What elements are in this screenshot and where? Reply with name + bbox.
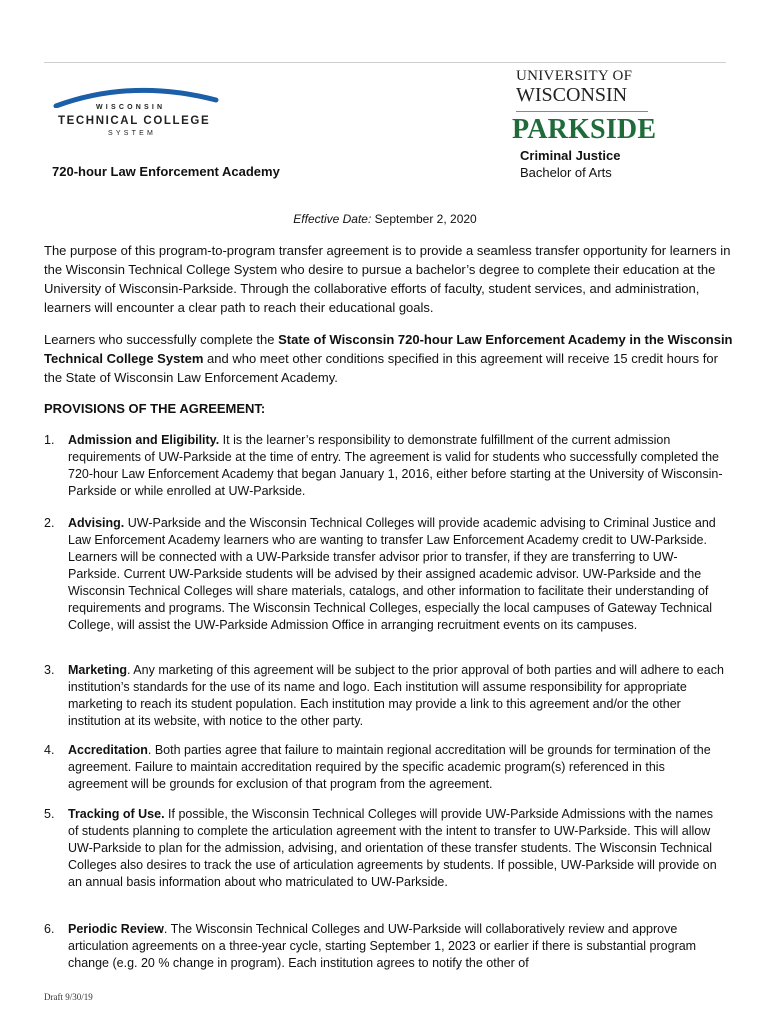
provision-number: 3. xyxy=(44,663,55,677)
provision-number: 6. xyxy=(44,922,55,936)
provision-body: . The Wisconsin Technical Colleges and UW-Parkside will collaboratively review and approve articulation agreements on a three-year cycle, starting September 1, 2023 or earlier if there is substantial program change (e.g. 20 % change in program). Each institution agrees to notify the other of xyxy=(68,922,697,970)
intro-paragraph-1: The purpose of this program-to-program transfer agreement is to provide a seamless transfer opportunity for learners in the Wisconsin Technical College System who desire to pursue a bachelor’s degree to complete their education at the University of Wisconsin-Parkside. Through the collaborative efforts of faculty, student services, and administration, learners will encounter a clear path to reach their educational goals. xyxy=(44,243,731,315)
draft-footer: Draft 9/30/19 xyxy=(44,992,93,1002)
top-divider xyxy=(44,62,726,63)
provision-number: 2. xyxy=(44,516,55,530)
effective-date xyxy=(0,212,770,226)
provision-title: Admission and Eligibility. xyxy=(68,433,220,447)
uwp-logo-parkside: PARKSIDE xyxy=(512,114,657,145)
provisions-heading: PROVISIONS OF THE AGREEMENT: xyxy=(44,401,266,416)
provision-number: 4. xyxy=(44,743,55,757)
effective-date-label: Effective Date: xyxy=(293,212,372,226)
degree-subtitle: Bachelor of Arts xyxy=(520,165,612,180)
provision-body: UW-Parkside and the Wisconsin Technical Colleges will provide academic advising to Criminal Justice and Law Enforcement Academy learners who are wanting to transfer Law Enforcement Academy credit to UW-Parkside. Learners will be connected with a UW-Parkside transfer advisor prior to transfer, if they are transferring to UW-Parkside. Current UW-Parkside students will be advised by their assigned academic advisor. UW-Parkside and the Wisconsin Technical Colleges will share materials, catalogs, and other information to facilitate their understanding of requirements and programs. The Wisconsin Technical Colleges, especially the local campuses of Gateway Technical College, will assist the UW-Parkside Admission Office in arranging recruitment events on its campuses. xyxy=(68,516,716,632)
provision-title: Periodic Review xyxy=(68,922,164,936)
uwp-logo-wisconsin: WISCONSIN xyxy=(516,84,628,106)
intro-paragraph-2 xyxy=(44,330,734,387)
degree-title: Criminal Justice xyxy=(520,148,621,163)
provision-title: Tracking of Use. xyxy=(68,807,165,821)
intro-p2-lead: Learners who successfully complete the xyxy=(44,332,279,347)
wtcs-logo-line3: SYSTEM xyxy=(108,130,156,137)
provision-text xyxy=(68,921,724,972)
wtcs-logo-line2: TECHNICAL COLLEGE xyxy=(58,115,211,127)
uwp-logo-university-of: UNIVERSITY OF xyxy=(516,68,633,84)
uw-parkside-logo xyxy=(512,68,662,148)
uwp-logo-rule xyxy=(516,111,648,112)
wtcs-logo xyxy=(52,84,222,142)
intro-p2-tail: and who meet other conditions specified in this agreement will receive 15 credit hours for the State of Wisconsin Law Enforcement Academy. xyxy=(44,351,718,385)
intro-p2-program: State of Wisconsin 720-hour Law Enforcement Academy in the Wisconsin Technical College System xyxy=(44,332,733,366)
provision-text xyxy=(68,515,724,634)
provision-text xyxy=(68,742,724,793)
wtcs-logo-line1: WISCONSIN xyxy=(96,104,166,111)
provision-number: 1. xyxy=(44,433,55,447)
provision-title: Accreditation xyxy=(68,743,148,757)
provision-text xyxy=(68,662,724,730)
provision-title: Advising. xyxy=(68,516,125,530)
provision-text xyxy=(68,806,724,891)
provision-number: 5. xyxy=(44,807,55,821)
provision-text xyxy=(68,432,724,500)
provision-body: . Any marketing of this agreement will be subject to the prior approval of both parties and will adhere to each institution’s standards for the use of its name and logo. Each institution will assume responsibility for appropriate marketing to reach its student population. Each institution may provide a link to this agreement and/or the other institution at its website, with notice to the other party. xyxy=(68,663,724,728)
effective-date-value: September 2, 2020 xyxy=(371,212,477,226)
provision-title: Marketing xyxy=(68,663,128,677)
program-title: 720-hour Law Enforcement Academy xyxy=(52,164,280,179)
provision-body: It is the learner’s responsibility to demonstrate fulfillment of the current admission requirements of UW-Parkside at the time of entry. The agreement is valid for students who successfully completed the 720-hour Law Enforcement Academy that began January 1, 2016, either before starting at the University of Wisconsin-Parkside or while enrolled at UW-Parkside. xyxy=(68,433,723,498)
provision-body: If possible, the Wisconsin Technical Colleges will provide UW-Parkside Admissions with the names of students planning to complete the articulation agreement with the intent to transfer to UW-Parkside. This will allow UW-Parkside to plan for the admission, advising, and orientation of these transfer students. The Wisconsin Technical Colleges also desires to track the use of articulation agreements by students. If possible, UW-Parkside will provide on an annual basis information about who matriculated to UW-Parkside. xyxy=(68,807,717,889)
provision-body: . Both parties agree that failure to maintain regional accreditation will be grounds for termination of the agreement. Failure to maintain accreditation required by the specific academic program(s) referenced in this agreement will be grounds for exclusion of that program from the agreement. xyxy=(68,743,711,791)
